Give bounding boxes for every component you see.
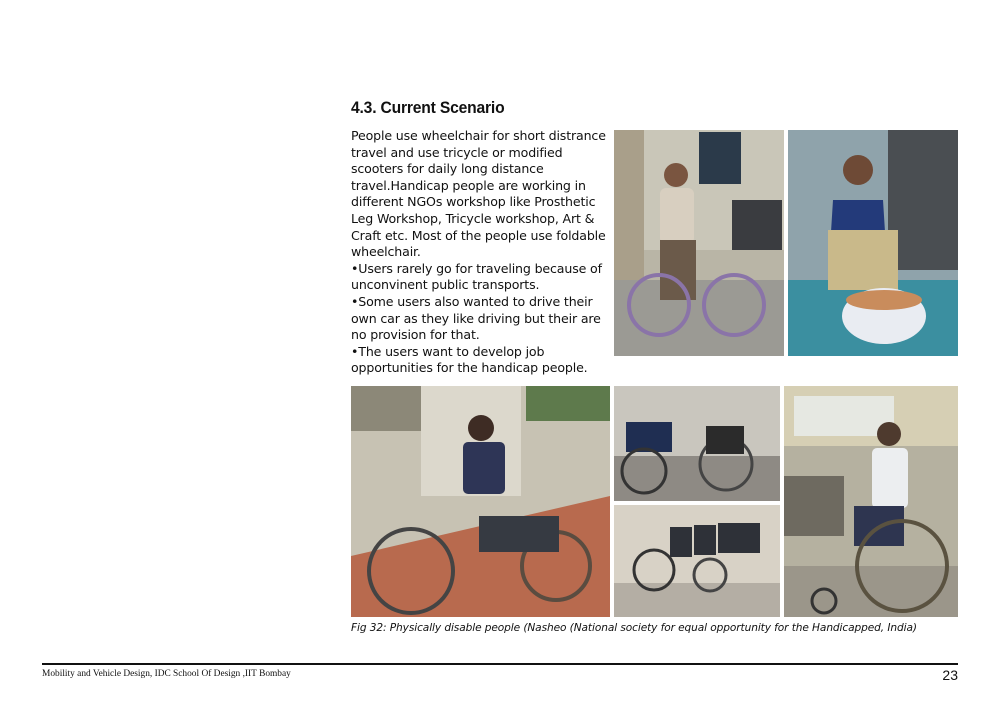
photo-row-of-wheelchairs <box>614 505 780 617</box>
photo-man-in-wheelchair <box>614 130 784 356</box>
footer-text: Mobility and Vehicle Design, IDC School Of Design ,IIT Bombay <box>42 669 291 679</box>
photo-man-with-tricycle <box>351 386 610 617</box>
photo-woman-craft-work <box>788 130 958 356</box>
bullet-paragraph: •Some users also wanted to drive their own car as they like driving but their are no provision for that. <box>351 293 601 343</box>
photo-man-in-workshop <box>784 386 958 617</box>
bullet-paragraph: •The users want to develop job opportunities for the handicap people. <box>351 343 588 376</box>
figure-caption: Fig 32: Physically disable people (Nasheo (National society for equal opportunity for the Handicapped, India) <box>351 622 917 634</box>
section-body <box>351 128 609 377</box>
bullet-paragraph: •Users rarely go for traveling because of unconvinent public transports. <box>351 260 602 293</box>
section-heading: 4.3. Current Scenario <box>351 98 505 117</box>
page-number: 23 <box>942 667 958 683</box>
photo-wheelchair-indoor <box>614 386 780 501</box>
intro-paragraph: People use wheelchair for short distrance travel and use tricycle or modified scooters for daily long distance travel.Handicap people are working in different NGOs workshop like Prosthetic Leg Workshop, Tricycle workshop, Art & Craft etc. Most of the people use foldable wheelchair. <box>351 128 606 260</box>
footer-rule <box>42 663 958 665</box>
